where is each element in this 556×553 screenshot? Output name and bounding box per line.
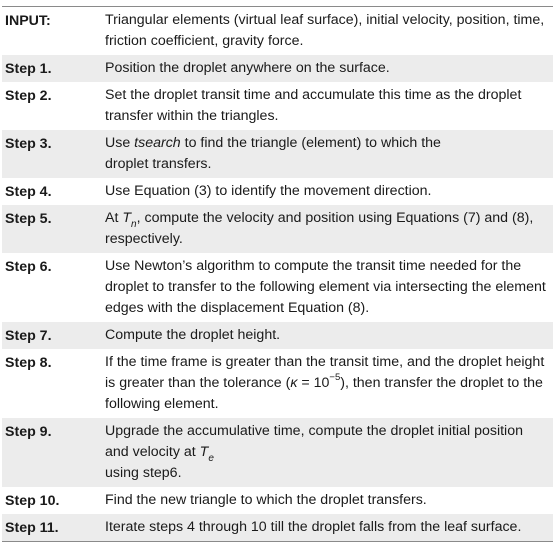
step-description xyxy=(105,322,553,349)
step-description xyxy=(105,178,553,205)
step-label: Step 3. xyxy=(5,136,52,152)
step-description xyxy=(105,514,553,541)
description-text: = 10 xyxy=(297,375,330,391)
step-description xyxy=(105,418,553,487)
step-description xyxy=(105,205,553,253)
description-text: If the time frame is greater than the transit time, and the droplet height is greater than the tolerance ( xyxy=(105,354,545,391)
step-label: INPUT: xyxy=(5,13,51,29)
table-body xyxy=(2,7,553,541)
step-description xyxy=(105,349,553,418)
step-label: Step 1. xyxy=(5,61,52,77)
description-text: to find the triangle (element) to which the xyxy=(180,135,441,151)
description-text: ), then transfer the droplet to the following element. xyxy=(105,375,543,412)
step-description xyxy=(105,82,553,130)
step-description xyxy=(105,7,553,55)
table-row xyxy=(2,82,553,130)
description-text: Find the new triangle to which the droplet transfers. xyxy=(105,492,427,508)
step-label: Step 8. xyxy=(5,355,52,371)
description-text: T xyxy=(122,210,132,226)
step-label: Step 5. xyxy=(5,211,52,227)
step-label: Step 9. xyxy=(5,424,52,440)
algorithm-table xyxy=(2,0,553,542)
description-text: droplet transfers. xyxy=(105,156,212,172)
table-row xyxy=(2,322,553,349)
table-bottom-rule xyxy=(2,541,553,542)
step-label: Step 7. xyxy=(5,328,52,344)
table-row xyxy=(2,418,553,487)
step-label: Step 11. xyxy=(5,520,59,536)
table-row xyxy=(2,205,553,253)
step-label: Step 2. xyxy=(5,88,52,104)
description-text: Triangular elements (virtual leaf surface), initial velocity, position, time, friction coefficient, gravity force. xyxy=(105,12,545,49)
step-description xyxy=(105,130,553,178)
table-row xyxy=(2,487,553,514)
step-description xyxy=(105,253,553,322)
description-text: Iterate steps 4 through 10 till the droplet falls from the leaf surface. xyxy=(105,519,522,535)
description-text: T xyxy=(199,444,209,460)
description-text: Upgrade the accumulative time, compute the droplet initial position and velocity at xyxy=(105,423,523,460)
table-row xyxy=(2,7,553,55)
step-description xyxy=(105,55,553,82)
table-row xyxy=(2,130,553,178)
superscript-text: −5 xyxy=(329,372,341,384)
step-description xyxy=(105,487,553,514)
step-label: Step 6. xyxy=(5,259,52,275)
description-text: tsearch xyxy=(134,135,181,151)
description-text: At xyxy=(105,210,123,226)
description-text: κ xyxy=(290,375,298,391)
subscript-text: e xyxy=(208,452,214,464)
description-text: Use Equation (3) to identify the movement direction. xyxy=(105,183,432,199)
description-text: , compute the velocity and position using Equations (7) and (8), respectively. xyxy=(105,210,534,247)
description-text: Set the droplet transit time and accumulate this time as the droplet transfer within the triangles. xyxy=(105,87,522,124)
description-text: Position the droplet anywhere on the surface. xyxy=(105,60,390,76)
step-label: Step 10. xyxy=(5,493,60,509)
description-text: using step6. xyxy=(105,465,182,481)
step-label: Step 4. xyxy=(5,184,52,200)
table-row xyxy=(2,514,553,541)
table-row xyxy=(2,55,553,82)
description-text: Compute the droplet height. xyxy=(105,327,281,343)
subscript-text: n xyxy=(131,218,137,230)
table-row xyxy=(2,178,553,205)
table-row xyxy=(2,253,553,322)
table-row xyxy=(2,349,553,418)
description-text: Use Newton’s algorithm to compute the transit time needed for the droplet to transfer to the following element via intersecting the element edges with the displacement Equation (8). xyxy=(105,258,546,316)
description-text: Use xyxy=(105,135,135,151)
